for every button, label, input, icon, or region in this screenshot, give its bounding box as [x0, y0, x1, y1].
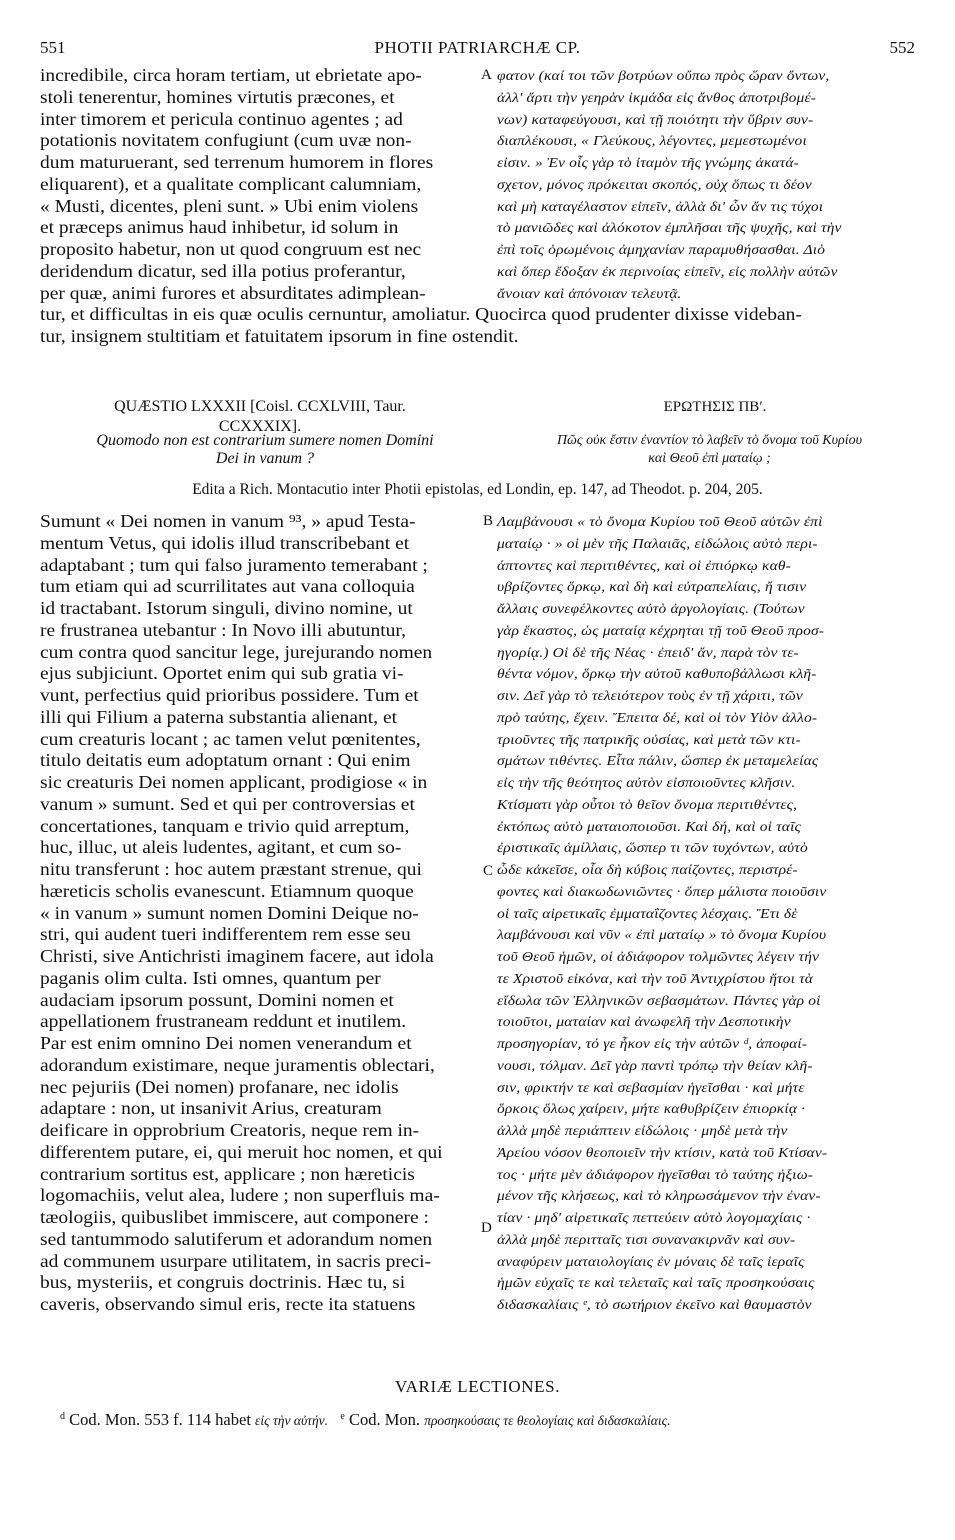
body-lat-line: adorandum existimare, neque juramentis oblectari, [40, 1054, 435, 1075]
note-d-greek: εἰς τὴν αὐτήν. [255, 1413, 329, 1428]
body-lat-line: tæologiis, quibuslibet immiscere, aut componere : [40, 1207, 429, 1227]
body-grk-line: ματαίῳ · » οἱ μὲν τῆς Παλαιᾶς, εἰδώλοις αὐτὸ περι- [497, 535, 818, 551]
variae-lectiones-heading: VARIÆ LECTIONES. [394, 1377, 561, 1396]
body-grk-line: αναφύρειν ματαιολογίαις ἐν μόναις δὲ ταῖς ἱεραῖς [497, 1253, 805, 1269]
top-lat-line: potationis novitatem confugiunt (cum uvæ non- [40, 130, 412, 151]
body-grk-line: μένον τῆς κλήσεως, καὶ τὸ κληρωσάμενον τὴν ἐναν- [497, 1188, 821, 1204]
body-lat-line: sed tantummodo salutiferum et adorandum nomen [40, 1228, 433, 1249]
body-lat-line: mentum Vetus, qui idolis illud transcribebant et [40, 532, 410, 553]
body-grk-line: υβρίζοντες ὅρκῳ, καὶ δὴ καὶ εὐτραπελίαις, ἤ τισιν [497, 579, 807, 595]
body-grk-line: ἀλλὰ μηδὲ περιτταῖς τισι συνανακιρνᾶν καὶ συν- [497, 1231, 796, 1247]
body-lat-line: logomachiis, velut alea, ludere ; non superfluis ma- [40, 1185, 440, 1206]
question-latin-title-line2: Dei in vanum ? [215, 450, 315, 467]
note-e-mark: e [340, 1411, 345, 1422]
question-latin-heading-line1: QUÆSTIO LXXXII [Coisl. CCXLVIII, Taur. [114, 398, 406, 415]
body-grk-line: σμάτων τιθέντες. Εἶτα πάλιν, ὥσπερ ἐκ μεταμελείας [497, 753, 819, 769]
body-lat-line: stri, qui audent tueri indifferentem rem esse seu [40, 924, 411, 945]
body-lat-line: vunt, perfectius quid prioribus possidere. Tum et [40, 685, 419, 705]
right-page-number: 552 [889, 38, 915, 57]
question-latin-heading-line2: CCXXXIX]. [218, 418, 302, 435]
top-lat-line: incredibile, circa horam tertiam, ut ebrietate apo- [40, 65, 422, 85]
body-lat-line: bus, mysteriis, et congruis doctrinis. Hæc tu, si [40, 1272, 406, 1293]
body-lat-line: concertationes, tanquam e trivio quid arreptum, [40, 815, 410, 836]
top-lat-line: proposito habetur, non ut quod congruum est nec [40, 239, 422, 259]
body-grk-line: προσηγορίαν, τό γε ἧκον εἰς τὴν αὐτῶν ᵈ, ἀποφαί- [497, 1036, 808, 1051]
body-grk-line: τε Χριστοῦ εἰκόνα, καὶ τὴν τοῦ Ἀντιχρίστου ἤτοι τὰ [497, 970, 814, 986]
body-grk-line: τος · μήτε μὲν ἀδιάφορον ἡγεῖσθαι τὸ ταύτης ἠξιω- [497, 1166, 814, 1182]
margin-marker-d: D [481, 1220, 492, 1236]
body-lat-line: vanum » sumunt. Sed et qui per controversias et [40, 793, 415, 814]
body-grk-line: ὧδε κἀκεῖσε, οἷα δὴ κύβοις παίζοντες, περιστρέ- [497, 862, 798, 877]
top-full-line: tur, insignem stultitiam et fatuitatem ipsorum in fine ostendit. [40, 326, 519, 346]
body-grk-line: ἐριστικαῖς ἁμίλλαις, ὥσπερ τι τῶν τυχόντων, αὐτὸ [497, 840, 808, 856]
running-header [40, 38, 915, 60]
body-grk-line: ὅρκοις ὅλως χαίρειν, μήτε καθυβρίζειν ἐπιορκίᾳ · [497, 1101, 806, 1117]
top-grk-line: ἐπὶ τοῖς ὁρωμένοις ἀμηχανίαν παραμυθήσασθαι. Διὸ [497, 242, 826, 257]
body-lat-line: Christi, sive Antichristi imaginem facere, aut idola [40, 946, 434, 966]
body-lat-line: ad communem usurpare utilitatem, in sacris preci- [40, 1250, 432, 1271]
body-lat-line: re frustranea utebantur : In Novo illi abutuntur, [40, 619, 406, 640]
variae-lectiones-notes [60, 1410, 915, 1430]
top-lat-line: « Musti, dicentes, pleni sunt. » Ubi enim violens [40, 195, 419, 216]
top-lat-line: per quæ, animi furores et absurditates adimplean- [40, 282, 426, 303]
body-grk-line: Κτίσματι γὰρ οὗτοι τὸ θεῖον ὄνομα περιτιθέντες, [497, 796, 798, 812]
left-page-number: 551 [40, 38, 66, 57]
body-lat-line: tum etiam qui ad scurrilitates aut vana colloquia [40, 576, 415, 597]
note-d-mark: d [60, 1411, 65, 1422]
top-lat-line: deridendum dicatur, sed illa potius proferantur, [40, 260, 406, 281]
note-e-text: Cod. Mon. [349, 1410, 421, 1429]
body-lat-line: caveris, observando simul eris, recte ita statuens [40, 1294, 416, 1314]
question-greek-title-line2: καὶ Θεοῦ ἐπὶ ματαίῳ ; [648, 451, 771, 466]
body-grk-line: τριοῦντες τῆς πατρικῆς οὐσίας, καὶ μετὰ τῶν κτι- [497, 731, 801, 747]
body-grk-line: τοῦ Θεοῦ ἡμῶν, οἱ ἀδιάφορον τολμῶντες λέγειν τήν [497, 949, 820, 964]
body-lat-line: cum contra quod sancitur lege, jurejurando nomen [40, 641, 433, 662]
top-grk-line: καὶ ὅπερ ἔδοξαν ἐκ περινοίας εἰπεῖν, εἰς πολλὴν αὐτῶν [497, 263, 838, 279]
body-grk-line: ηγορίᾳ.) Οἱ δὲ τῆς Νέας · ἐπειδ' ἄν, παρὰ τὸν τε- [497, 644, 799, 660]
body-lat-line: adaptabant ; tum qui falso juramento temerabant ; [40, 554, 428, 575]
top-lat-line: stoli tenerentur, homines virtutis præcones, et [40, 86, 395, 107]
question-latin-title-line1: Quomodo non est contrarium sumere nomen Domini [96, 432, 434, 449]
body-lat-line: adaptare : non, ut insanivit Arius, creaturam [40, 1098, 382, 1119]
body-grk-line: σιν, φρικτήν τε καὶ σεβασμίαν ἡγεῖσθαι · καὶ μήτε [497, 1079, 805, 1095]
top-lat-line: eliquarent), et a qualitate complicant calumniam, [40, 173, 422, 194]
top-full-line: tur, et difficultas in eis quæ oculis cernuntur, amoliatur. Quocirca quod prudenter dixisse videban- [40, 304, 802, 325]
top-grk-line: διαπλέκουσι, « Γλεύκους, λέγοντες, μεμεστωμένοι [497, 133, 807, 149]
body-lat-line: Sumunt « Dei nomen in vanum ⁹³, » apud Testa- [40, 511, 416, 531]
note-d-text: Cod. Mon. 553 f. 114 habet [69, 1410, 251, 1429]
body-grk-line: νουσι, τόλμαν. Δεῖ γὰρ παντὶ τρόπῳ τὴν θείαν κλῆ- [497, 1057, 813, 1073]
body-grk-line: ἡμῶν εὐχαῖς τε καὶ τελεταῖς καὶ ταῖς προσηκούσαις [497, 1275, 815, 1291]
body-lat-line: deificare in opprobrium Creatoris, neque rem in- [40, 1120, 420, 1140]
body-lat-line: Par est enim omnino Dei nomen venerandum et [40, 1033, 412, 1053]
body-lat-line: nitu transferunt : hoc autem præstant strenue, qui [40, 859, 422, 879]
top-grk-line: τὸ μανιῶδες καὶ ἀλόκοτον ἐμπλῆσαι τῆς ψυχῆς, καὶ τὴν [497, 220, 842, 236]
body-lat-line: sic creaturis Dei nomen applicant, prodigiose « in [40, 772, 428, 792]
top-grk-line: φατον (καί τοι τῶν βοτρύων οὔπω πρὸς ὥραν ὄντων, [497, 68, 830, 83]
body-lat-line: « in vanum » sumunt nomen Domini Deique no- [40, 902, 419, 923]
body-grk-line: άπτοντες καὶ περιτιθέντες, καὶ οἱ ἐπιόρκῳ καθ- [497, 557, 791, 573]
body-grk-line: σιν. Δεῖ γὰρ τὸ τελειότερον τοὺς ἐν τῇ χάριτι, τῶν [497, 688, 803, 703]
body-lat-line: illi qui Filium a paterna substantia alienant, et [40, 706, 398, 727]
question-greek-heading: ΕΡΩΤΗΣΙΣ ΠΒʹ. [663, 399, 767, 415]
question-greek-title-line1: Πῶς οὐκ ἔστιν ἐναντίον τὸ λαβεῖν τὸ ὄνομα τοῦ Κυρίου [556, 433, 863, 448]
body-lat-line: ejus subjiciunt. Oportet enim qui sub gratia vi- [40, 663, 404, 684]
body-lat-line: huc, illuc, ut aleis ludentes, agitant, et cum so- [40, 837, 402, 858]
body-grk-line: οἱ ταῖς αἱρετικαῖς ἐμματαΐζοντες λέσχαις. Ἔτι δὲ [497, 905, 798, 921]
top-lat-line: inter timorem et pericula continuo agentes ; ad [40, 108, 403, 129]
body-lat-line: audaciam ipsorum possunt, Domini nomen et [40, 989, 394, 1010]
top-grk-line: καὶ μὴ καταγέλαστον εἰπεῖν, ἀλλὰ δι' ὧν ἄν τις τύχοι [497, 198, 824, 214]
top-grk-line: σχετον, μόνος πρόκειται σκοπός, οὐχ ὅπως τι δέον [497, 176, 812, 192]
top-grk-line: ἄνοιαν καὶ ἀπόνοιαν τελευτᾷ. [497, 285, 682, 301]
body-grk-line: φοντες καὶ διακωδωνιῶντες · ὅπερ μάλιστα ποιοῦσιν [497, 883, 827, 899]
top-grk-line: ἀλλ' ἄρτι τὴν γεηρὰν ἰκμάδα εἰς ἄνθος ἀποτριβομέ- [497, 89, 817, 105]
body-grk-line: εἴδωλα τῶν Ἑλληνικῶν σεβασμάτων. Πάντες γὰρ οἱ [497, 992, 821, 1008]
body-grk-line: ἀλλὰ μηδὲ περιάπτειν εἰδώλοις · μηδὲ μετὰ τὴν [497, 1123, 788, 1138]
body-grk-line: ἄλλαις συνεφέλκοντες αὐτὸ ἀργολογίαις. (Τούτων [497, 601, 805, 616]
margin-marker-b: B [483, 513, 494, 529]
top-grk-line: εἰσιν. » Ἐν οἷς γὰρ τὸ ἰταμὸν τῆς γνώμης ἀκατά- [497, 155, 799, 170]
body-grk-line: γὰρ ἕκαστος, ὡς ματαίᾳ κέχρηται τῇ τοῦ Θεοῦ προσ- [497, 622, 825, 638]
top-grk-line: νων) καταφεύγουσι, καὶ τῇ ποιότητι τὴν ὕβριν συν- [497, 111, 814, 127]
top-lat-line: dum maturuerant, sed terrenum humorem in flores [40, 152, 434, 172]
body-grk-line: ἐκτόπως αὐτὸ ματαιοποιοῦσι. Καὶ δή, καὶ οἱ ταῖς [497, 818, 801, 834]
body-grk-line: θέντα νόμον, ὅρκῳ τὴν αὐτοῦ καθυποβάλλωσι κλῆ- [497, 666, 817, 682]
body-lat-line: appellationem frustraneam reddunt et inutilem. [40, 1011, 407, 1032]
body-grk-line: τίαν · μηδ' αἱρετικαῖς πεττεύειν αὐτὸ λογομαχίαις · [497, 1210, 811, 1225]
body-lat-line: paganis olim culta. Isti omnes, quantum per [40, 967, 381, 988]
margin-marker-c: C [483, 863, 494, 879]
body-lat-line: id tractabant. Istorum singuli, divino nomine, ut [40, 598, 413, 618]
body-grk-line: Ἀρείου νόσον θεοποιεῖν τὴν κτίσιν, κατὰ τοῦ Κτίσαν- [497, 1144, 828, 1160]
body-grk-line: εἰς τὴν τῆς θεότητος αὐτὸν εἰσποιοῦντες κλῆσιν. [497, 775, 796, 790]
body-lat-line: contrarium sortitus est, applicare ; non hæreticis [40, 1163, 415, 1184]
body-grk-line: λαμβάνουσι καὶ νῦν « ἐπὶ ματαίῳ » τὸ ὄνομα Κυρίου [497, 927, 827, 943]
note-e-greek: προσηκούσαις τε θεολογίαις καὶ διδασκαλίαις. [424, 1413, 671, 1428]
body-grk-line: διδασκαλίαις ᵉ, τὸ σωτήριον ἐκεῖνο καὶ θαυμαστὸν [497, 1297, 812, 1312]
margin-marker-a: A [481, 67, 492, 83]
body-grk-line: πρὸ ταύτης, ἔχειν. Ἔπειτα δέ, καὶ οἱ τὸν Υἱὸν ἀλλο- [497, 709, 818, 725]
body-lat-line: differentem putare, ei, qui meruit hoc nomen, et qui [40, 1141, 443, 1162]
running-title: PHOTII PATRIARCHÆ CP. [374, 38, 581, 57]
edition-note: Edita a Rich. Montacutio inter Photii epistolas, ed Londin, ep. 147, ad Theodot. p. 204, 205. [192, 481, 763, 498]
body-lat-line: nec pejuriis (Dei nomen) profanare, nec idolis [40, 1076, 399, 1097]
body-lat-line: cum creaturis locant ; ac tamen velut pœnitentes, [40, 728, 421, 749]
top-lat-line: et præceps animus haud inhibetur, id solum in [40, 217, 399, 238]
body-grk-line: τοιοῦτοι, ματαίαν καὶ ἀνωφελῆ τὴν Δεσποτικὴν [497, 1014, 791, 1030]
body-lat-line: hæreticis scholis evanescunt. Etiamnum quoque [40, 880, 414, 901]
body-grk-line: Λαμβάνουσι « τὸ ὄνομα Κυρίου τοῦ Θεοῦ αὐτῶν ἐπὶ [497, 514, 823, 529]
body-lat-line: titulo deitatis eum adoptatum ornant : Qui enim [40, 750, 411, 771]
